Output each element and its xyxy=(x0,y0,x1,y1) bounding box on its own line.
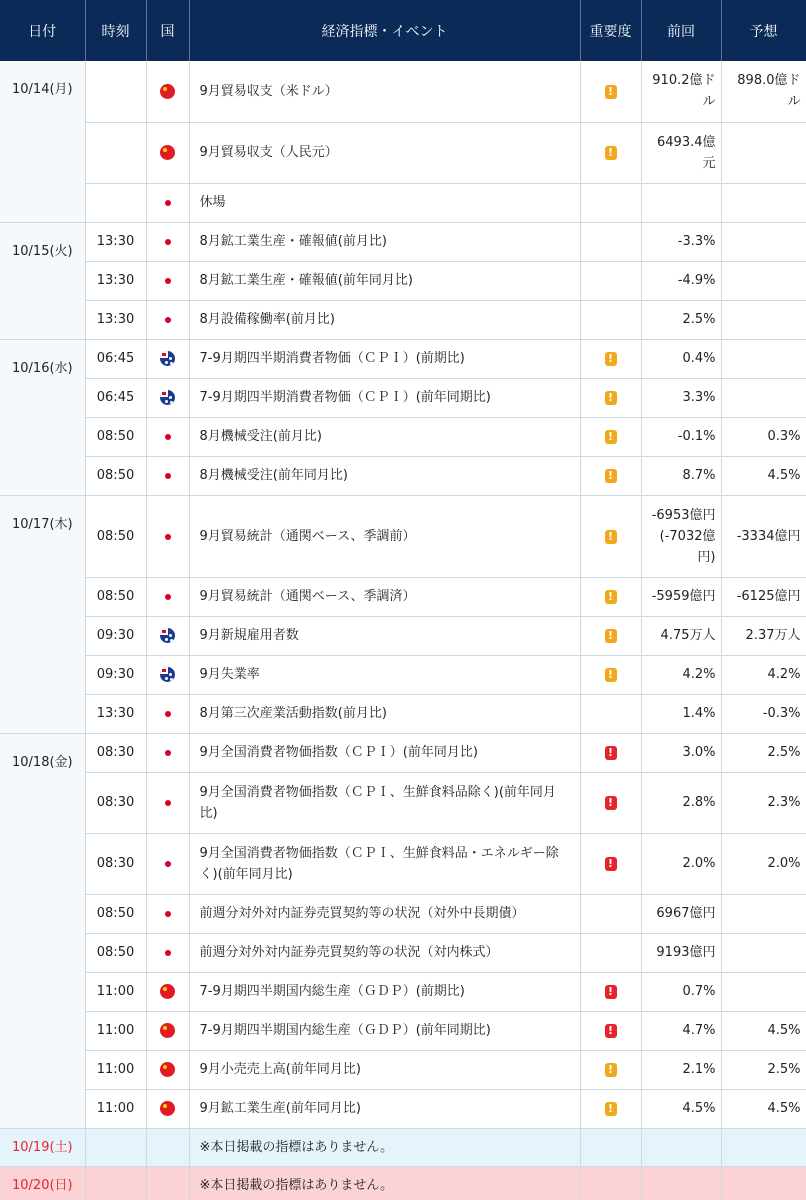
table-row[interactable] xyxy=(0,339,806,378)
forecast-value: 2.37万人 xyxy=(721,616,806,655)
table-row[interactable] xyxy=(0,122,806,183)
previous-value: -0.1% xyxy=(641,417,721,456)
importance-cell xyxy=(580,183,641,222)
country-cell xyxy=(146,1050,189,1089)
country-cell xyxy=(146,972,189,1011)
header-time: 時刻 xyxy=(85,0,146,61)
japan-flag-icon xyxy=(160,745,175,760)
importance-cell xyxy=(580,1166,641,1200)
forecast-value: -0.3% xyxy=(721,694,806,733)
previous-value: 4.5% xyxy=(641,1089,721,1128)
forecast-value: -6125億円 xyxy=(721,577,806,616)
event-name[interactable]: 9月貿易収支（人民元） xyxy=(189,122,580,183)
medium-importance-icon: ! xyxy=(605,85,617,99)
previous-value: 4.7% xyxy=(641,1011,721,1050)
time-cell: 11:00 xyxy=(85,972,146,1011)
table-row[interactable] xyxy=(0,61,806,122)
forecast-value: 4.5% xyxy=(721,456,806,495)
time-cell: 08:30 xyxy=(85,733,146,772)
forecast-value: 2.0% xyxy=(721,833,806,894)
previous-value: 2.1% xyxy=(641,1050,721,1089)
event-name[interactable]: 7-9月期四半期国内総生産（ＧＤＰ）(前期比) xyxy=(189,972,580,1011)
importance-cell xyxy=(580,122,641,183)
event-name[interactable]: 前週分対外対内証券売買契約等の状況（対内株式） xyxy=(189,933,580,972)
importance-cell xyxy=(580,655,641,694)
time-cell: 08:50 xyxy=(85,933,146,972)
forecast-value xyxy=(721,222,806,261)
table-row[interactable] xyxy=(0,694,806,733)
importance-cell xyxy=(580,1128,641,1166)
medium-importance-icon: ! xyxy=(605,530,617,544)
time-cell: 06:45 xyxy=(85,378,146,417)
previous-value: -5959億円 xyxy=(641,577,721,616)
previous-value: 2.0% xyxy=(641,833,721,894)
date-cell: 10/18(金) xyxy=(0,733,85,1128)
no-events-message: ※本日掲載の指標はありません。 xyxy=(189,1128,580,1166)
event-name[interactable]: 休場 xyxy=(189,183,580,222)
time-cell xyxy=(85,61,146,122)
forecast-value: -3334億円 xyxy=(721,495,806,577)
high-importance-icon: ! xyxy=(605,746,617,760)
time-cell: 13:30 xyxy=(85,300,146,339)
table-row[interactable] xyxy=(0,222,806,261)
table-row[interactable] xyxy=(0,183,806,222)
japan-flag-icon xyxy=(160,273,175,288)
event-name[interactable]: 9月失業率 xyxy=(189,655,580,694)
country-cell xyxy=(146,833,189,894)
country-cell xyxy=(146,261,189,300)
nz-flag-icon xyxy=(160,390,175,405)
table-row[interactable] xyxy=(0,894,806,933)
previous-value: 0.7% xyxy=(641,972,721,1011)
time-cell: 13:30 xyxy=(85,261,146,300)
saturday-row xyxy=(0,1128,806,1166)
header-date: 日付 xyxy=(0,0,85,61)
high-importance-icon: ! xyxy=(605,857,617,871)
table-row[interactable] xyxy=(0,1089,806,1128)
table-row[interactable] xyxy=(0,300,806,339)
japan-flag-icon xyxy=(160,468,175,483)
time-cell: 08:50 xyxy=(85,456,146,495)
country-cell xyxy=(146,61,189,122)
country-cell xyxy=(146,616,189,655)
country-cell xyxy=(146,655,189,694)
japan-flag-icon xyxy=(160,195,175,210)
event-name[interactable]: 9月貿易統計（通関ベース、季調済） xyxy=(189,577,580,616)
time-cell: 06:45 xyxy=(85,339,146,378)
japan-flag-icon xyxy=(160,795,175,810)
country-cell xyxy=(146,1011,189,1050)
table-row[interactable] xyxy=(0,972,806,1011)
forecast-value xyxy=(721,894,806,933)
event-name[interactable]: 9月新規雇用者数 xyxy=(189,616,580,655)
importance-cell xyxy=(580,378,641,417)
forecast-value xyxy=(721,183,806,222)
country-cell xyxy=(146,456,189,495)
forecast-value xyxy=(721,300,806,339)
table-header-row xyxy=(0,0,806,61)
header-country: 国 xyxy=(146,0,189,61)
date-cell: 10/19(土) xyxy=(0,1128,85,1166)
table-row[interactable] xyxy=(0,616,806,655)
previous-value: 4.2% xyxy=(641,655,721,694)
event-name[interactable]: 9月小売売上高(前年同月比) xyxy=(189,1050,580,1089)
previous-value: -6953億円(-7032億円) xyxy=(641,495,721,577)
event-name[interactable]: 9月全国消費者物価指数（ＣＰＩ）(前年同月比) xyxy=(189,733,580,772)
importance-cell xyxy=(580,1011,641,1050)
table-row[interactable] xyxy=(0,378,806,417)
forecast-value: 2.3% xyxy=(721,772,806,833)
importance-cell xyxy=(580,894,641,933)
event-name[interactable]: 7-9月期四半期消費者物価（ＣＰＩ）(前期比) xyxy=(189,339,580,378)
medium-importance-icon: ! xyxy=(605,629,617,643)
medium-importance-icon: ! xyxy=(605,1063,617,1077)
country-cell xyxy=(146,339,189,378)
previous-value: 4.75万人 xyxy=(641,616,721,655)
china-flag-icon xyxy=(160,84,175,99)
table-row[interactable] xyxy=(0,655,806,694)
country-cell xyxy=(146,733,189,772)
country-cell xyxy=(146,772,189,833)
forecast-value xyxy=(721,1166,806,1200)
previous-value: 6493.4億元 xyxy=(641,122,721,183)
country-cell xyxy=(146,378,189,417)
time-cell xyxy=(85,122,146,183)
china-flag-icon xyxy=(160,1062,175,1077)
sunday-row xyxy=(0,1166,806,1200)
previous-value: 1.4% xyxy=(641,694,721,733)
event-name[interactable]: 7-9月期四半期国内総生産（ＧＤＰ）(前年同期比) xyxy=(189,1011,580,1050)
forecast-value xyxy=(721,1128,806,1166)
importance-cell xyxy=(580,733,641,772)
medium-importance-icon: ! xyxy=(605,469,617,483)
event-name[interactable]: 前週分対外対内証券売買契約等の状況（対外中長期債） xyxy=(189,894,580,933)
importance-cell xyxy=(580,577,641,616)
table-row[interactable] xyxy=(0,1050,806,1089)
date-cell: 10/16(水) xyxy=(0,339,85,495)
country-cell xyxy=(146,183,189,222)
event-name[interactable]: 9月鉱工業生産(前年同月比) xyxy=(189,1089,580,1128)
forecast-value: 2.5% xyxy=(721,1050,806,1089)
table-row[interactable] xyxy=(0,417,806,456)
time-cell: 08:50 xyxy=(85,495,146,577)
time-cell: 13:30 xyxy=(85,694,146,733)
event-name[interactable]: 9月全国消費者物価指数（ＣＰＩ、生鮮食料品・エネルギー除く)(前年同月比) xyxy=(189,833,580,894)
event-name[interactable]: 9月貿易統計（通関ベース、季調前） xyxy=(189,495,580,577)
time-cell: 11:00 xyxy=(85,1050,146,1089)
medium-importance-icon: ! xyxy=(605,590,617,604)
time-cell: 08:30 xyxy=(85,833,146,894)
previous-value xyxy=(641,1128,721,1166)
importance-cell xyxy=(580,1089,641,1128)
previous-value: 6967億円 xyxy=(641,894,721,933)
time-cell xyxy=(85,183,146,222)
japan-flag-icon xyxy=(160,945,175,960)
date-cell: 10/17(木) xyxy=(0,495,85,733)
event-name[interactable]: 8月鉱工業生産・確報値(前年同月比) xyxy=(189,261,580,300)
importance-cell xyxy=(580,456,641,495)
japan-flag-icon xyxy=(160,589,175,604)
time-cell: 13:30 xyxy=(85,222,146,261)
time-cell: 08:50 xyxy=(85,417,146,456)
importance-cell xyxy=(580,261,641,300)
time-cell: 09:30 xyxy=(85,655,146,694)
event-name[interactable]: 8月機械受注(前月比) xyxy=(189,417,580,456)
event-name[interactable]: 9月全国消費者物価指数（ＣＰＩ、生鮮食料品除く)(前年同月比) xyxy=(189,772,580,833)
importance-cell xyxy=(580,616,641,655)
country-cell xyxy=(146,300,189,339)
importance-cell xyxy=(580,339,641,378)
nz-flag-icon xyxy=(160,351,175,366)
japan-flag-icon xyxy=(160,906,175,921)
no-events-message: ※本日掲載の指標はありません。 xyxy=(189,1166,580,1200)
high-importance-icon: ! xyxy=(605,985,617,999)
china-flag-icon xyxy=(160,145,175,160)
importance-cell xyxy=(580,772,641,833)
previous-value: 910.2億ドル xyxy=(641,61,721,122)
importance-cell xyxy=(580,300,641,339)
time-cell: 11:00 xyxy=(85,1089,146,1128)
japan-flag-icon xyxy=(160,856,175,871)
country-cell xyxy=(146,933,189,972)
table-row[interactable] xyxy=(0,833,806,894)
medium-importance-icon: ! xyxy=(605,352,617,366)
importance-cell xyxy=(580,417,641,456)
time-cell: 08:50 xyxy=(85,894,146,933)
previous-value: 3.3% xyxy=(641,378,721,417)
japan-flag-icon xyxy=(160,529,175,544)
country-cell xyxy=(146,694,189,733)
medium-importance-icon: ! xyxy=(605,1102,617,1116)
medium-importance-icon: ! xyxy=(605,668,617,682)
high-importance-icon: ! xyxy=(605,1024,617,1038)
china-flag-icon xyxy=(160,984,175,999)
japan-flag-icon xyxy=(160,706,175,721)
forecast-value xyxy=(721,261,806,300)
time-cell: 08:50 xyxy=(85,577,146,616)
japan-flag-icon xyxy=(160,429,175,444)
forecast-value: 898.0億ドル xyxy=(721,61,806,122)
event-name[interactable]: 8月機械受注(前年同月比) xyxy=(189,456,580,495)
forecast-value xyxy=(721,933,806,972)
previous-value: 0.4% xyxy=(641,339,721,378)
event-name[interactable]: 9月貿易収支（米ドル） xyxy=(189,61,580,122)
table-row[interactable] xyxy=(0,1011,806,1050)
event-name[interactable]: 8月鉱工業生産・確報値(前月比) xyxy=(189,222,580,261)
previous-value: 3.0% xyxy=(641,733,721,772)
medium-importance-icon: ! xyxy=(605,430,617,444)
forecast-value: 0.3% xyxy=(721,417,806,456)
time-cell: 11:00 xyxy=(85,1011,146,1050)
importance-cell xyxy=(580,61,641,122)
country-cell xyxy=(146,894,189,933)
country-cell xyxy=(146,1128,189,1166)
header-forecast: 予想 xyxy=(721,0,806,61)
japan-flag-icon xyxy=(160,312,175,327)
country-cell xyxy=(146,1089,189,1128)
table-row[interactable] xyxy=(0,456,806,495)
importance-cell xyxy=(580,694,641,733)
time-cell xyxy=(85,1166,146,1200)
table-row[interactable] xyxy=(0,577,806,616)
previous-value: 2.5% xyxy=(641,300,721,339)
table-row[interactable] xyxy=(0,933,806,972)
previous-value: -3.3% xyxy=(641,222,721,261)
importance-cell xyxy=(580,833,641,894)
previous-value: 2.8% xyxy=(641,772,721,833)
time-cell: 09:30 xyxy=(85,616,146,655)
table-row[interactable] xyxy=(0,772,806,833)
country-cell xyxy=(146,122,189,183)
forecast-value xyxy=(721,972,806,1011)
japan-flag-icon xyxy=(160,234,175,249)
previous-value: 9193億円 xyxy=(641,933,721,972)
forecast-value: 2.5% xyxy=(721,733,806,772)
event-name[interactable]: 7-9月期四半期消費者物価（ＣＰＩ）(前年同期比) xyxy=(189,378,580,417)
importance-cell xyxy=(580,933,641,972)
previous-value: 8.7% xyxy=(641,456,721,495)
medium-importance-icon: ! xyxy=(605,391,617,405)
country-cell xyxy=(146,1166,189,1200)
high-importance-icon: ! xyxy=(605,796,617,810)
table-row[interactable] xyxy=(0,261,806,300)
date-cell: 10/14(月) xyxy=(0,61,85,222)
importance-cell xyxy=(580,222,641,261)
australia-flag-icon xyxy=(160,628,175,643)
forecast-value xyxy=(721,378,806,417)
header-event: 経済指標・イベント xyxy=(189,0,580,61)
event-name[interactable]: 8月第三次産業活動指数(前月比) xyxy=(189,694,580,733)
medium-importance-icon: ! xyxy=(605,146,617,160)
country-cell xyxy=(146,222,189,261)
china-flag-icon xyxy=(160,1023,175,1038)
table-row[interactable] xyxy=(0,733,806,772)
china-flag-icon xyxy=(160,1101,175,1116)
date-cell: 10/20(日) xyxy=(0,1166,85,1200)
table-row[interactable] xyxy=(0,495,806,577)
date-cell: 10/15(火) xyxy=(0,222,85,339)
time-cell xyxy=(85,1128,146,1166)
australia-flag-icon xyxy=(160,667,175,682)
previous-value: -4.9% xyxy=(641,261,721,300)
forecast-value xyxy=(721,122,806,183)
previous-value xyxy=(641,1166,721,1200)
forecast-value: 4.2% xyxy=(721,655,806,694)
forecast-value: 4.5% xyxy=(721,1089,806,1128)
importance-cell xyxy=(580,1050,641,1089)
importance-cell xyxy=(580,495,641,577)
forecast-value: 4.5% xyxy=(721,1011,806,1050)
forecast-value xyxy=(721,339,806,378)
header-previous: 前回 xyxy=(641,0,721,61)
event-name[interactable]: 8月設備稼働率(前月比) xyxy=(189,300,580,339)
country-cell xyxy=(146,577,189,616)
previous-value xyxy=(641,183,721,222)
country-cell xyxy=(146,417,189,456)
country-cell xyxy=(146,495,189,577)
importance-cell xyxy=(580,972,641,1011)
time-cell: 08:30 xyxy=(85,772,146,833)
header-importance: 重要度 xyxy=(580,0,641,61)
